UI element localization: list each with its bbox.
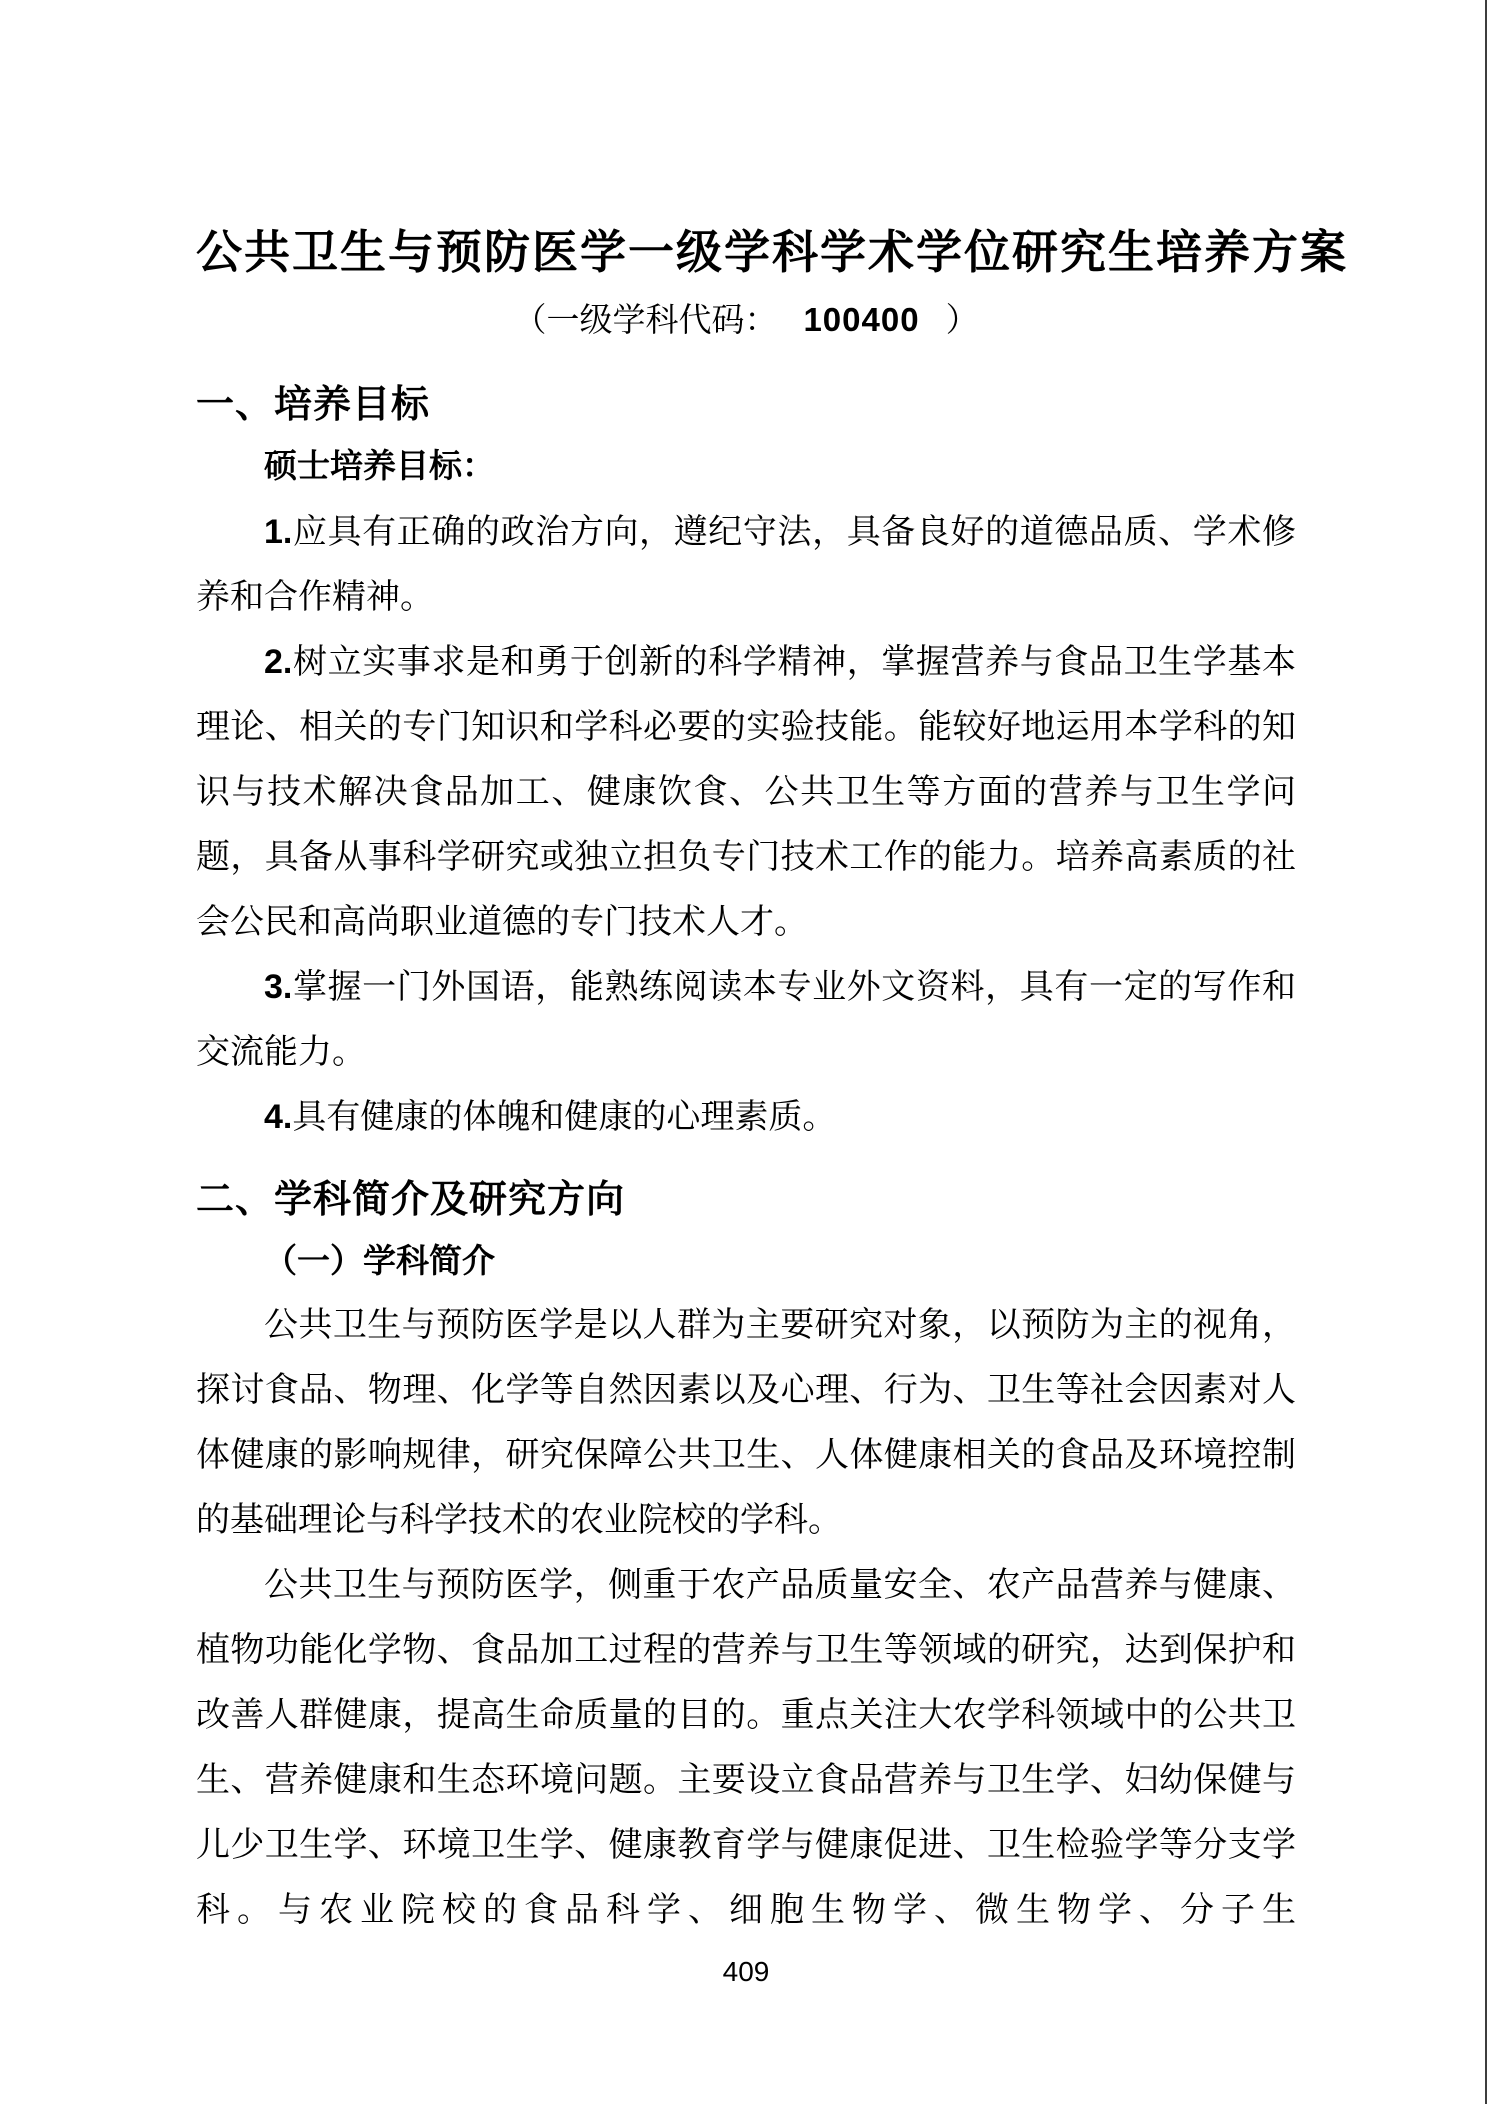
paragraph-text: 公共卫生与预防医学是以人群为主要研究对象，以预防为主的视角，探讨食品、物理、化学等自然因素以及心理、行为、卫生等社会因素对人体健康的影响规律，研究保障公共卫生、人体健康相关的食品及环境控制的基础理论与科学技术的农业院校的学科。 bbox=[196, 1307, 1296, 1539]
list-number-4: 4. bbox=[264, 1098, 293, 1136]
subtitle-close-paren: ） bbox=[945, 301, 979, 338]
goal-paragraph-3 bbox=[196, 955, 1296, 1085]
subtitle-code-label: （一级学科代码： bbox=[513, 301, 778, 338]
goal-paragraph-1 bbox=[196, 500, 1296, 630]
section-heading-discipline-intro: 二、学科简介及研究方向 bbox=[196, 1179, 626, 1221]
paragraph-text: 树立实事求是和勇于创新的科学精神，掌握营养与食品卫生学基本理论、相关的专门知识和学科必要的实验技能。能较好地运用本学科的知识与技术解决食品加工、健康饮食、公共卫生等方面的营养与卫生学问题，具备从事科学研究或独立担负专门技术工作的能力。培养高素质的社会公民和高尚职业道德的专门技术人才。 bbox=[196, 644, 1296, 941]
discipline-code-value: 100400 bbox=[803, 301, 920, 338]
intro-paragraph-2 bbox=[196, 1553, 1296, 1943]
section-heading-training-goals: 一、培养目标 bbox=[196, 384, 431, 426]
list-number-1: 1. bbox=[264, 513, 293, 551]
document-title: 公共卫生与预防医学一级学科学术学位研究生培养方案 bbox=[196, 226, 1348, 278]
paragraph-text: 应具有正确的政治方向，遵纪守法，具备良好的道德品质、学术修养和合作精神。 bbox=[196, 514, 1296, 616]
subsection-heading-discipline-overview: （一）学科简介 bbox=[264, 1242, 495, 1279]
paragraph-text: 具有健康的体魄和健康的心理素质。 bbox=[292, 1099, 837, 1136]
list-number-3: 3. bbox=[264, 968, 293, 1006]
goal-paragraph-4 bbox=[196, 1085, 1296, 1150]
page-number: 409 bbox=[722, 1956, 770, 1987]
paragraph-text: 掌握一门外国语，能熟练阅读本专业外文资料，具有一定的写作和交流能力。 bbox=[196, 969, 1296, 1071]
list-number-2: 2. bbox=[264, 643, 293, 681]
paragraph-text: 公共卫生与预防医学，侧重于农产品质量安全、农产品营养与健康、植物功能化学物、食品加工过程的营养与卫生等领域的研究，达到保护和改善人群健康，提高生命质量的目的。重点关注大农学科领域中的公共卫生、营养健康和生态环境问题。主要设立食品营养与卫生学、妇幼保健与儿少卫生学、环境卫生学、健康教育学与健康促进、卫生检验学等分支学科。与农业院校的食品科学、细胞生物学、微生物学、分子生 bbox=[196, 1567, 1296, 1929]
intro-paragraph-1 bbox=[196, 1293, 1296, 1553]
document-subtitle bbox=[196, 299, 1296, 341]
scan-edge-line bbox=[1485, 0, 1487, 2104]
subsection-heading-master-goals: 硕士培养目标： bbox=[264, 447, 495, 484]
document-content bbox=[196, 0, 1348, 1987]
goal-paragraph-2 bbox=[196, 630, 1296, 955]
